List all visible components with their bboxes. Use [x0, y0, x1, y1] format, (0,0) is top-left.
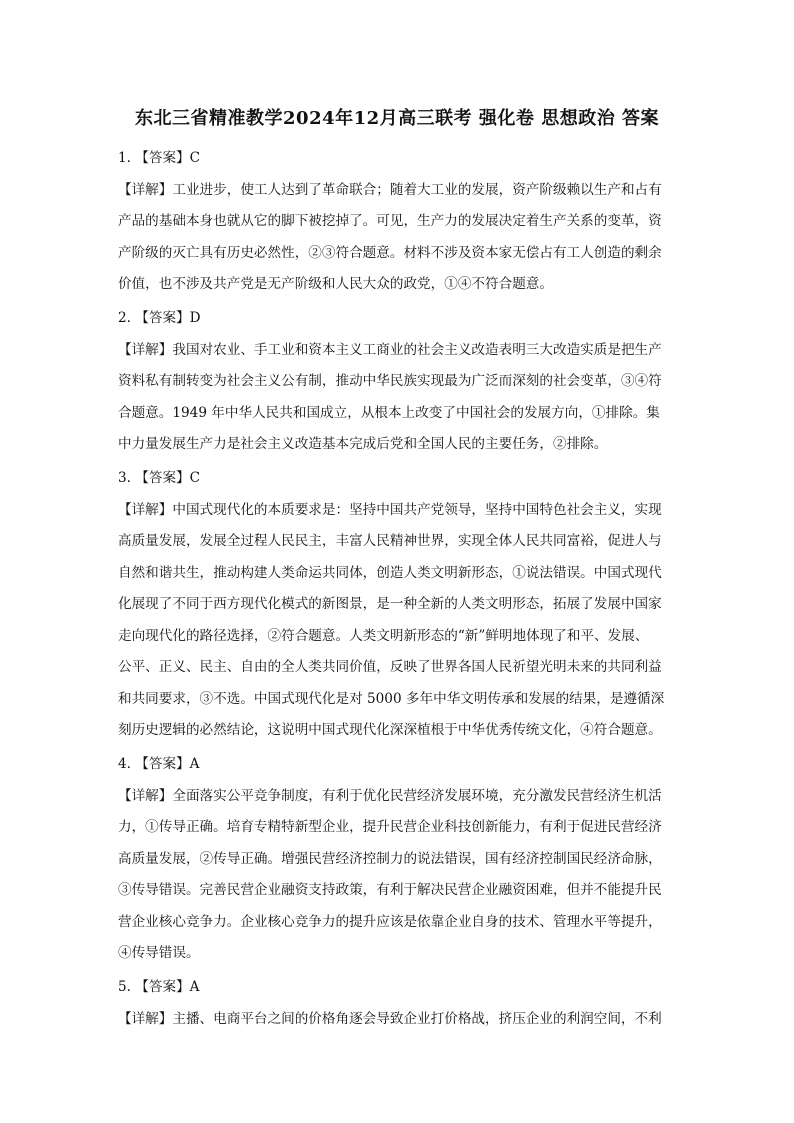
explanation-line: 刻历史逻辑的必然结论，这说明中国式现代化深深植根于中华优秀传统文化，④符合题意。	[118, 722, 662, 738]
explanation-line: 公平、正义、民主、自由的全人类共同价值，反映了世界各国人民祈望光明未来的共同利益	[118, 659, 662, 675]
explanation-line: 走向现代化的路径选择，②符合题意。人类文明新形态的“新”鲜明地体现了和平、发展、	[118, 627, 649, 644]
explanation-line: 营企业核心竞争力。企业核心竞争力的提升应该是依靠企业自身的技术、管理水平等提升，	[118, 913, 662, 930]
answer-2: 2. 【答案】D	[118, 310, 201, 326]
answer-5: 5. 【答案】A	[118, 979, 200, 995]
explanation-5	[118, 1004, 678, 1036]
explanation-1	[118, 175, 678, 301]
answer-1: 1. 【答案】C	[118, 150, 201, 166]
explanation-3	[118, 495, 678, 747]
explanation-line: 【详解】中国式现代化的本质要求是：坚持中国共产党领导，坚持中国特色社会主义，实现	[118, 501, 662, 518]
explanation-line: 【详解】主播、电商平台之间的价格角逐会导致企业打价格战，挤压企业的利润空间，不利	[118, 1010, 662, 1027]
document-title: 东北三省精准教学2024年12月高三联考 强化卷 思想政治 答案	[135, 108, 659, 129]
explanation-line: 产阶级的灭亡具有历史必然性，②③符合题意。材料不涉及资本家无偿占有工人创造的剩余	[118, 244, 662, 261]
answer-4: 4. 【答案】A	[118, 756, 200, 772]
explanation-line: 【详解】工业进步，使工人达到了革命联合；随着大工业的发展，资产阶级赖以生产和占有	[118, 181, 662, 198]
answer-3: 3. 【答案】C	[118, 470, 201, 486]
explanation-line: ④传导错误。	[118, 945, 200, 961]
explanation-line: 【详解】全面落实公平竞争制度，有利于优化民营经济发展环境，充分激发民营经济生机活	[118, 787, 662, 804]
explanation-line: 力，①传导正确。培育专精特新型企业，提升民营企业科技创新能力，有利于促进民营经济	[118, 819, 662, 835]
explanation-line: 和共同要求，③不选。中国式现代化是对 5000 多年中华文明传承和发展的结果，是遵循深	[118, 690, 665, 707]
explanation-line: 自然和谐共生，推动构建人类命运共同体，创造人类文明新形态，①说法错误。中国式现代	[118, 564, 662, 581]
explanation-2	[118, 335, 678, 461]
explanation-line: 高质量发展，②传导正确。增强民营经济控制力的说法错误，国有经济控制国民经济命脉，	[118, 850, 662, 867]
explanation-line: 中力量发展生产力是社会主义改造基本完成后党和全国人民的主要任务，②排除。	[118, 436, 608, 452]
explanation-line: 化展现了不同于西方现代化模式的新图景，是一种全新的人类文明形态，拓展了发展中国家	[118, 596, 662, 612]
explanation-line: 资料私有制转变为社会主义公有制，推动中华民族实现最为广泛而深刻的社会变革，③④符	[118, 373, 662, 389]
explanation-line: 合题意。1949 年中华人民共和国成立，从根本上改变了中国社会的发展方向，①排除。集	[118, 404, 660, 421]
explanation-line: ③传导错误。完善民营企业融资支持政策，有利于解决民营企业融资困难，但并不能提升民	[118, 882, 662, 898]
explanation-line: 产品的基础本身也就从它的脚下被挖掉了。可见，生产力的发展决定着生产关系的变革，资	[118, 213, 662, 229]
explanation-line: 高质量发展，发展全过程人民民主，丰富人民精神世界，实现全体人民共同富裕，促进人与	[118, 533, 662, 549]
answer-list	[118, 143, 678, 1038]
explanation-line: 【详解】我国对农业、手工业和资本主义工商业的社会主义改造表明三大改造实质是把生产	[118, 341, 662, 358]
explanation-4	[118, 781, 678, 970]
explanation-line: 价值，也不涉及共产党是无产阶级和人民大众的政党，①④不符合题意。	[118, 276, 553, 292]
